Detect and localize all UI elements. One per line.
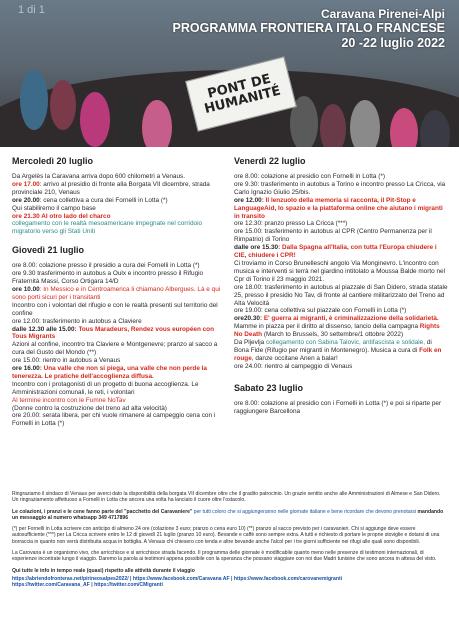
- thu-item: ore 16.00: Una valle che non si piega, una valle che non perde la tenerezza. Le pratiche dell'accoglienza diffusa.: [12, 365, 207, 380]
- fri-item: Ci troviamo in Corso Brunelleschi angolo Via Monginevro. L'incontro con musica e interventi si terrà nel giardino intitolato a Moussa Balde morto nel Cpr di Torino il 23 maggio 2021.: [234, 259, 445, 283]
- thu-item: ore 8.00: colazione presso il presidio a cura dei Fornelli in Lotta (*): [12, 262, 200, 270]
- wed-item: collegamento con le realtà mesoamericane impegnate nel corridoio migratorio verso gli Stati Uniti: [12, 220, 203, 236]
- thu-item: (Donne contro la costruzione del treno ad alta velocità): [12, 404, 167, 412]
- banner-title-line3: 20 -22 luglio 2022: [341, 36, 445, 50]
- wed-item: ore 20.00: cena collettiva a cura dei Fornelli in Lotta (*): [12, 196, 168, 204]
- crowd-figure: [20, 70, 48, 130]
- fri-item: ore 24.00: rientro al campeggio di Venaus: [234, 362, 353, 370]
- day-title-saturday: Sabato 23 luglio: [234, 382, 304, 393]
- day-title-friday: Venerdì 22 luglio: [234, 156, 306, 166]
- fri-item: ore 15.00: trasferimento in autobus al CPR (Centro Permanenza per il Rimpatrio) di Torino: [234, 228, 432, 244]
- thu-item: ore 15.00: rientro in autobus a Venaus: [12, 357, 121, 365]
- day-title-thursday: Giovedì 21 luglio: [12, 245, 85, 256]
- fri-item: ore 12.00: Il lenzuolo della memoria si racconta, il Pit-Stop e LanguageAid, lo spazio e la piattaforma online che aiutano i migranti in transito: [234, 196, 443, 220]
- crowd-figure: [142, 100, 172, 147]
- banner-title-line2: PROGRAMMA FRONTIERA ITALO FRANCESE: [172, 21, 445, 35]
- fri-item: Da Pljevlja collegamento con Sabina Talovic, antifascista e solidale, di Bona Fide (Rifugio per migranti in Montenegro). Musica a cura di Folk en rouge, danze occitane Anen a balar!: [234, 339, 442, 362]
- footer-meals-detail: (*) per Fornelli in Lotta scrivere con anticipo di almeno 24 ore (colazione 3 euro; pranzo o cena euro 10) (**) pranzo al sacco previsto per i caravanieri. Chi si aggiunge deve essere autosufficiente (***) per La Cricca scrivere entro le 12 di giovedì 21 luglio (pranzo 10 euro). Bevande e caffè sono sempre extra. A tutti e richiesto di portare le proprie stoviglie e dotarsi di una borraccia in quanto non verrà distribuita acqua in bottiglia. A Venaus chi chiesero con tenda e altre bevande anche l'alcol per i tre giorni sufficiente nei rifugi alle quali sono disponibili.: [12, 526, 440, 545]
- thu-item: ore 9.30 trasferimento in autobus a Oulx e incontro presso il Rifugio Fraternità Massi, Corso Ortigara 14/D: [12, 270, 204, 286]
- crowd-figure: [80, 92, 110, 147]
- thu-item: ore 12.00: trasferimento in autobus a Claviere: [12, 317, 142, 325]
- thu-item: Incontro con i protagonisti di un progetto di buona accoglienza. Le Amministrazioni comunali, le reti, i volontari: [12, 380, 199, 396]
- footer-link[interactable]: https://twitter.com/CMigranti: [94, 582, 163, 589]
- crowd-figure: [115, 96, 139, 146]
- banner-sign: PONT DE HUMANITÉ: [185, 56, 297, 131]
- fri-item: ore 8.00: colazione al presidio con Fornelli in Lotta (*): [234, 173, 385, 180]
- thu-item: Incontro con i volontari del rifugio e con le realtà presenti sul territorio del confine: [12, 301, 218, 317]
- footer-link[interactable]: https://www.facebook.com/carovanemigranti: [233, 575, 343, 582]
- footer-paragraph: La Carovana è un organismo vivo, che arricchisce e si arricchisce strada facendo. Il programma delle giornate è modificabile quanto meno nelle presenze di testimoni internazionali, di esperienze incontrate lungo il viaggio. Daremo la parola ai testimoni appena possibile con la speranza che possano viaggiare con noi due Madri tunisine che sono ancora in attesa del visto.: [12, 550, 437, 563]
- wed-item: Qui stabiliremo il campo base: [12, 204, 96, 212]
- footer-links: https://abriendofronteras.net/pirineosalpes2022/ | https://www.facebook.com/Caravana AF | https://www.facebook.com/carovanemigranti https://twitter.com/Caravana_AF | https://twitter.com/CMigranti: [12, 575, 343, 589]
- fri-item: ore 12.30: pranzo presso La Cricca (***): [234, 220, 348, 228]
- header-banner-photo: [0, 0, 459, 147]
- wed-item: ore 17.00: arrivo al presidio di fronte alla Borgata VII dicembre, strada provinciale 210, Venaus: [12, 180, 210, 196]
- fri-item: Mamme in piazza per il diritto al dissenso, lancio della campagna Rights No Death (March to Brussels, 30 settembre/1 ottobre 2022): [234, 323, 440, 339]
- thu-item: ore 20.00: serata libera, per chi vuole rimanere al campeggio cena con i Fornelli in Lotta (*): [12, 412, 216, 428]
- footer-notes: [12, 491, 448, 589]
- footer-link[interactable]: https://www.facebook.com/Caravana AF: [132, 575, 230, 582]
- crowd-figure: [350, 100, 380, 147]
- fri-item: ore 19.00: cena collettiva sul piazzale con Fornelli in Lotta (*): [234, 307, 407, 315]
- thu-item: ore 10.00: In Messico e in Centroamerica li chiamano Albergues. Là e qui sono porti sicuri per i transitanti: [12, 285, 221, 301]
- thu-item: Azioni al confine, incontro tra Claviere e Montgenevre; pranzo al sacco a cura del Gusto del Mondo (**): [12, 341, 218, 357]
- footer-meals: Le colazioni, i pranzi e le cene fanno parte del "pacchetto del Caravaniere" per tutti coloro che si aggiungeranno nelle giornate italiane e bene ricordare che devono prenotarsi mandando un messaggio al numero whatsapp 349 4717896: [12, 508, 444, 521]
- footer-thanks: Ringraziamo il sindaco di Venaus per averci dato la disponibilità della borgata VII dicembre oltre che il gradito patrocinio. Un grazie sentito anche alle Amministrazioni di Almese e San Didero. Un ringraziamento affettuoso a Fornelli in Lotta che ancora una volta ha lanciato il cuore oltre l'ostacolo.: [12, 491, 441, 504]
- fri-item: ore20.30: E' guerra ai migranti, è criminalizzazione della solidarietà.: [234, 315, 439, 323]
- sat-item: ore 8.00: colazione al presidio con i Fornelli in Lotta (*) e poi si riparte per raggiungere Barcellona: [234, 399, 442, 415]
- left-column: [12, 150, 224, 428]
- wed-intro: Da Argelès la Caravana arriva dopo 600 chilometri a Venaus.: [12, 173, 186, 180]
- crowd-figure: [50, 80, 76, 130]
- fri-item: ore 9.30: trasferimento in autobus a Torino e incontro presso La Cricca, via Carlo Ignazio Giulio 25/bis.: [234, 180, 446, 196]
- fri-item: dalle ore 15.30: Dalla Spagna all'Italia, con tutta l'Europa chiudere i CIE, chiudere i CPR!: [234, 244, 437, 260]
- fri-item: ore 18.00: trasferimento in autobus al piazzale di San Didero, strada statale 25, presso il presidio No Tav, di fronte al cantiere militarizzato del Treno ad Alta Velocità: [234, 283, 448, 307]
- banner-title-line1: Caravana Pirenei-Alpi: [320, 7, 445, 21]
- right-column: [234, 150, 448, 415]
- footer-follow: Qui tutte le info in tempo reale (quasi) rispetto alle attività durante il viaggio: [12, 567, 195, 574]
- footer-link[interactable]: https://twitter.com/Caravana_AF: [12, 582, 90, 589]
- banner-title: [173, 7, 445, 51]
- thu-item: dalle 12.30 alle 15.00: Tous Maradeurs, Rendez vous européen con Tous Migrants: [12, 325, 214, 341]
- day-title-wednesday: Mercoledì 20 luglio: [12, 156, 94, 166]
- crowd-figure: [320, 104, 346, 147]
- page-count: 1 di 1: [18, 4, 45, 16]
- wed-item: ore 21.30 Al otro lado del charco: [12, 212, 111, 220]
- footer-link[interactable]: https://abriendofronteras.net/pirineosalpes2022/: [12, 575, 129, 582]
- thu-item: Al termine incontro con le Fumne NoTav: [12, 396, 126, 404]
